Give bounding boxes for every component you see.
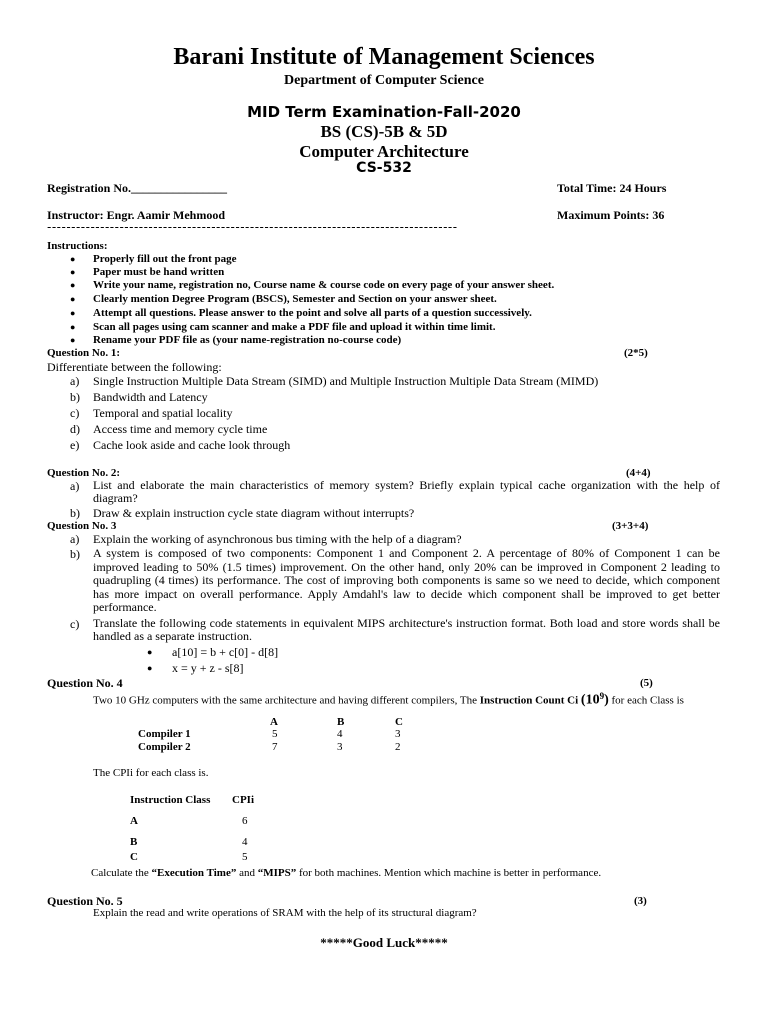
code-line: x = y + z - s[8] xyxy=(172,661,244,675)
part-text: Access time and memory cycle time xyxy=(93,422,268,436)
row-label: B xyxy=(130,836,138,848)
bullet-icon: ● xyxy=(70,308,76,318)
registration-field: Registration No.________________ xyxy=(47,181,227,195)
question-3-label: Question No. 3 xyxy=(47,520,117,532)
question-4-marks: (5) xyxy=(640,677,653,689)
bullet-icon: ● xyxy=(147,663,153,673)
part-letter: a) xyxy=(70,532,80,546)
question-2-marks: (4+4) xyxy=(626,467,651,479)
bullet-icon: ● xyxy=(70,254,76,264)
table-cell: 3 xyxy=(395,728,401,740)
part-letter: d) xyxy=(70,422,80,436)
instruction-item: Paper must be hand written xyxy=(93,266,225,278)
instruction-item: Attempt all questions. Please answer to the point and solve all parts of a question successively. xyxy=(93,307,532,319)
question-4-label: Question No. 4 xyxy=(47,676,123,690)
part-letter: a) xyxy=(70,374,80,388)
bullet-icon: ● xyxy=(70,322,76,332)
bullet-icon: ● xyxy=(70,294,76,304)
bullet-icon: ● xyxy=(70,280,76,290)
table-cell: 5 xyxy=(242,851,248,863)
part-letter: b) xyxy=(70,547,80,561)
part-text: Translate the following code statements in equivalent MIPS architecture's instruction format. Both load and store words shall be handled as a separate instruction. xyxy=(93,616,720,643)
table-cell: 2 xyxy=(395,741,401,753)
department-name: Department of Computer Science xyxy=(284,73,484,88)
instruction-item: Properly fill out the front page xyxy=(93,253,237,265)
divider: ------------------------------------------------------------------------------------- xyxy=(47,220,458,234)
question-5-text: Explain the read and write operations of SRAM with the help of its structural diagram? xyxy=(93,907,477,919)
institute-title: Barani Institute of Management Sciences xyxy=(173,44,595,70)
total-time: Total Time: 24 Hours xyxy=(557,181,667,195)
column-header: B xyxy=(337,716,345,728)
question-1-marks: (2*5) xyxy=(624,347,648,359)
part-letter: c) xyxy=(70,406,80,420)
question-2-label: Question No. 2: xyxy=(47,467,121,479)
calculation-instruction: Calculate the “Execution Time” and “MIPS” for both machines. Mention which machine is better in performance. xyxy=(91,867,602,879)
instructor-name: Instructor: Engr. Aamir Mehmood xyxy=(47,208,225,222)
maximum-points: Maximum Points: 36 xyxy=(557,208,665,222)
exam-title: MID Term Examination-Fall-2020 xyxy=(247,103,521,121)
part-text: List and elaborate the main characteristics of memory system? Briefly explain typical cache organization with the help of diagram? xyxy=(93,478,720,505)
row-label: Compiler 2 xyxy=(138,741,191,753)
question-5-label: Question No. 5 xyxy=(47,894,123,908)
part-text: Bandwidth and Latency xyxy=(93,390,208,404)
part-letter: a) xyxy=(70,479,80,493)
question-5-marks: (3) xyxy=(634,895,647,907)
table-cell: 7 xyxy=(272,741,278,753)
row-label: Compiler 1 xyxy=(138,728,191,740)
bullet-icon: ● xyxy=(70,335,76,345)
column-header: A xyxy=(270,716,278,728)
course-name: Computer Architecture xyxy=(299,142,469,161)
table-cell: 4 xyxy=(337,728,343,740)
table-cell: 3 xyxy=(337,741,343,753)
part-letter: e) xyxy=(70,438,80,452)
bullet-icon: ● xyxy=(147,647,153,657)
question-1-intro: Differentiate between the following: xyxy=(47,360,222,374)
part-text: Single Instruction Multiple Data Stream (SIMD) and Multiple Instruction Multiple Data Stream (MIMD) xyxy=(93,374,599,388)
instruction-item: Clearly mention Degree Program (BSCS), Semester and Section on your answer sheet. xyxy=(93,293,497,305)
row-label: A xyxy=(130,815,138,827)
column-header: Instruction Class xyxy=(130,794,211,806)
part-text: Draw & explain instruction cycle state diagram without interrupts? xyxy=(93,506,415,520)
table-cell: 4 xyxy=(242,836,248,848)
part-text: Cache look aside and cache look through xyxy=(93,438,291,452)
instructions-heading: Instructions: xyxy=(47,240,108,252)
part-text: A system is composed of two components: Component 1 and Component 2. A percentage of 80% of Component 1 can be improved leading to 50% (1.5 times) improvement. On the other hand, only 20% can be improved in Component 2 leading to quadrupling (4 times) its performance. The cost of improving both components is same so we need to decide, which component has more impact on overall performance. Apply Amdahl's law to decide which component shall be improved to get better performance. xyxy=(93,546,720,615)
column-header: CPIi xyxy=(232,794,254,806)
instruction-item: Rename your PDF file as (your name-registration no-course code) xyxy=(93,334,402,346)
part-letter: b) xyxy=(70,506,80,520)
instruction-item: Write your name, registration no, Course name & course code on every page of your answer sheet. xyxy=(93,279,555,291)
part-text: Temporal and spatial locality xyxy=(93,406,233,420)
bullet-icon: ● xyxy=(70,267,76,277)
good-luck-footer: *****Good Luck***** xyxy=(320,935,448,950)
table-cell: 5 xyxy=(272,728,278,740)
row-label: C xyxy=(130,851,138,863)
column-header: C xyxy=(395,716,403,728)
instruction-item: Scan all pages using cam scanner and make a PDF file and upload it within time limit. xyxy=(93,321,496,333)
cpi-intro: The CPIi for each class is. xyxy=(93,767,209,779)
part-letter: c) xyxy=(70,617,80,631)
part-letter: b) xyxy=(70,390,80,404)
question-3-marks: (3+3+4) xyxy=(612,520,649,532)
part-text: Explain the working of asynchronous bus timing with the help of a diagram? xyxy=(93,532,462,546)
question-1-label: Question No. 1: xyxy=(47,347,121,359)
course-code: CS-532 xyxy=(356,160,412,176)
program-name: BS (CS)-5B & 5D xyxy=(320,122,448,141)
table-cell: 6 xyxy=(242,815,248,827)
question-4-intro: Two 10 GHz computers with the same architecture and having different compilers, The Instruction Count Ci $(10^9)$ for each Class is xyxy=(93,691,684,708)
code-line: a[10] = b + c[0] - d[8] xyxy=(172,645,279,659)
